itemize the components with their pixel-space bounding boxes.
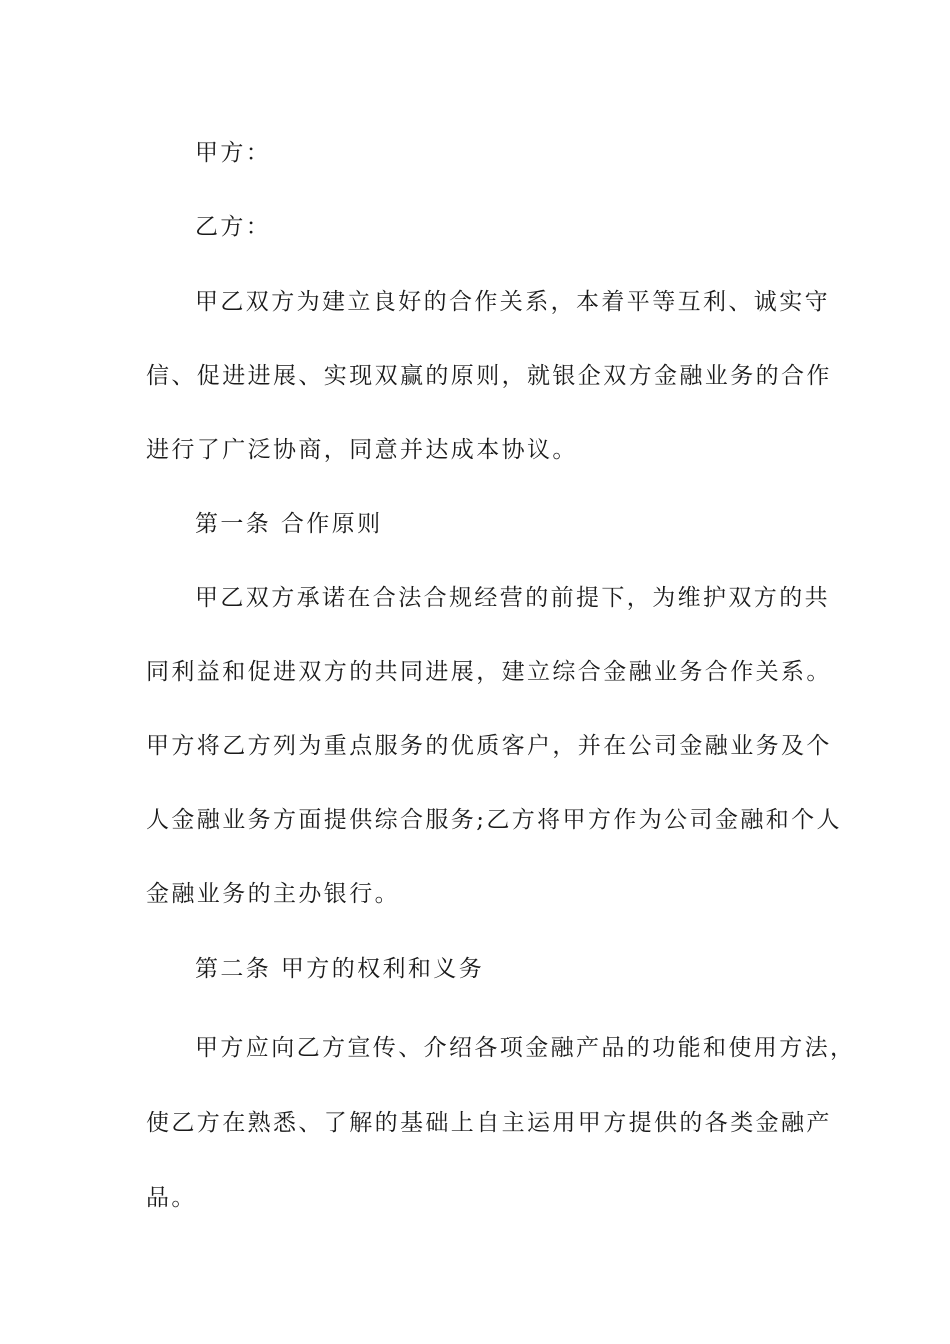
- party-a-label: 甲方：: [195, 140, 272, 166]
- article-2-line: 品。: [146, 1185, 197, 1211]
- preamble-line: 信、促进进展、实现双赢的原则，就银企双方金融业务的合作: [146, 363, 832, 389]
- article-1-line: 甲乙双方承诺在合法合规经营的前提下，为维护双方的共: [195, 585, 830, 611]
- preamble-line: 甲乙双方为建立良好的合作关系，本着平等互利、诚实守: [195, 289, 830, 315]
- party-b-label: 乙方：: [195, 214, 272, 240]
- article-1-line: 人金融业务方面提供综合服务;乙方将甲方作为公司金融和个人: [146, 807, 842, 833]
- article-1-line: 甲方将乙方列为重点服务的优质客户，并在公司金融业务及个: [146, 733, 832, 759]
- article-2-line: 使乙方在熟悉、了解的基础上自主运用甲方提供的各类金融产: [146, 1110, 832, 1136]
- article-1-heading: 第一条 合作原则: [195, 511, 383, 537]
- article-2-line: 甲方应向乙方宣传、介绍各项金融产品的功能和使用方法，: [195, 1035, 856, 1061]
- preamble-line: 进行了广泛协商，同意并达成本协议。: [146, 437, 578, 463]
- article-2-heading: 第二条 甲方的权利和义务: [195, 956, 485, 982]
- article-1-line: 同利益和促进双方的共同进展，建立综合金融业务合作关系。: [146, 659, 832, 685]
- article-1-line: 金融业务的主办银行。: [146, 881, 400, 907]
